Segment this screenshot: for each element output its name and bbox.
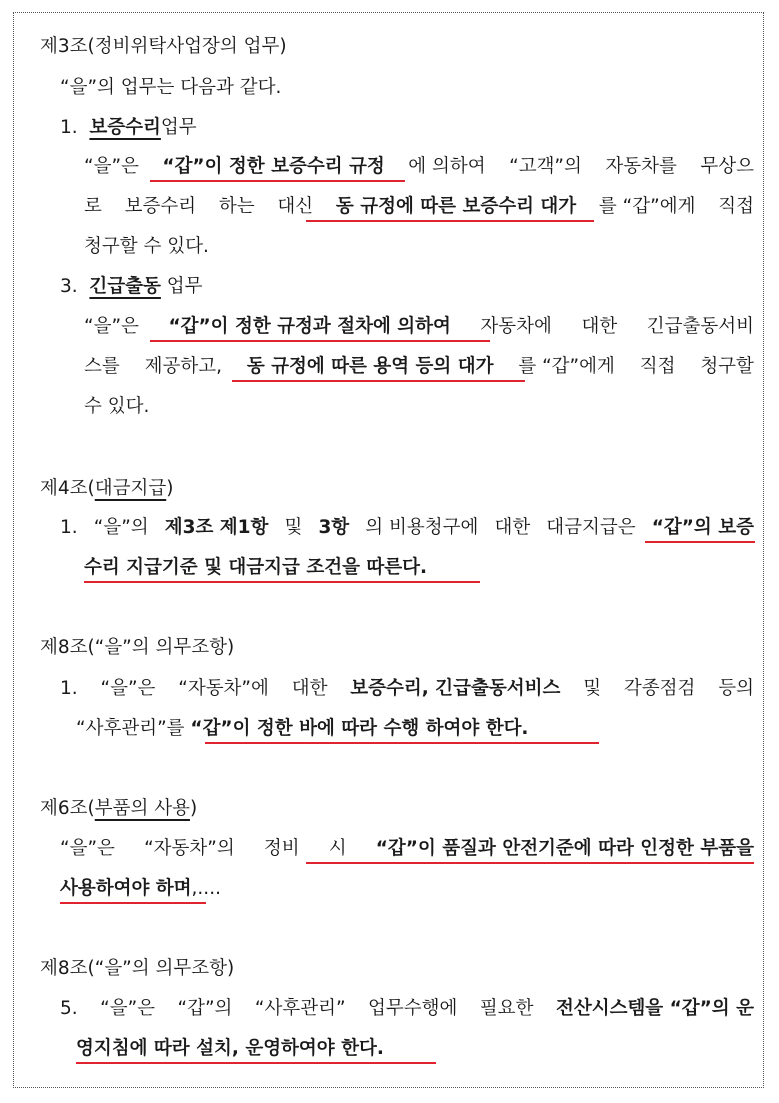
article-3-item-3-line-2 <box>84 356 754 378</box>
ellipsis-text: ,.... <box>191 878 221 899</box>
title-suffix: ) <box>189 798 198 819</box>
text-fragment: 대금지급은 <box>546 517 636 538</box>
article-3-item-3-heading <box>60 276 203 298</box>
text-fragment: “자동차”에 <box>178 678 269 699</box>
text-fragment: 자동차에 <box>480 316 552 337</box>
text-fragment: “사후관리” <box>254 998 346 1019</box>
article-8-title: 제8조(“을”의 의무조항) <box>40 637 235 658</box>
text-fragment: 에 의하여 <box>408 156 486 177</box>
text-fragment: 필요한 <box>479 998 534 1019</box>
text-fragment: “을”은 <box>60 838 115 859</box>
text-fragment: 로 <box>84 196 102 217</box>
red-underline <box>150 340 490 342</box>
text-fragment: 보증수리 <box>124 196 197 217</box>
text-fragment: 자동차를 <box>605 156 677 177</box>
text-fragment: 대신 <box>277 196 314 217</box>
item-number: 3. <box>60 276 78 297</box>
text-fragment: 1. <box>60 517 78 538</box>
text-fragment: “고객”의 <box>509 156 582 177</box>
article-8b-title: 제8조(“을”의 의무조항) <box>40 958 235 979</box>
article-4-title <box>40 478 173 500</box>
text-fragment: 제공하고, <box>144 356 222 377</box>
line-prefix: “사후관리”를 <box>76 718 191 739</box>
item-heading-rest: 업무 <box>160 117 197 138</box>
text-fragment: 를 “갑”에게 <box>598 196 696 217</box>
red-underline <box>205 742 599 744</box>
payment-term: 대금지급 <box>94 478 167 499</box>
red-underline <box>306 220 594 222</box>
article-6-line-2 <box>60 878 221 900</box>
text-fragment: 직접 <box>718 196 754 217</box>
parts-use-term: 부품의 사용 <box>94 798 190 819</box>
article-3-item-3-line-3: 수 있다. <box>84 396 150 417</box>
text-fragment: 및 <box>284 517 303 538</box>
text-fragment: “을”은 <box>84 316 139 337</box>
text-fragment: 의 비용청구에 <box>365 517 479 538</box>
text-fragment: 등의 <box>718 678 754 699</box>
obligation-phrase: 사용하여야 하며 <box>60 878 192 899</box>
text-fragment: 스를 <box>84 356 120 377</box>
text-fragment: “을”은 <box>100 998 156 1019</box>
text-fragment: “자동차”의 <box>144 838 235 859</box>
article-3-item-1-line-1 <box>84 156 754 178</box>
bold-phrase: “갑”이 정한 보증수리 규정 <box>162 156 385 177</box>
text-fragment: 정비 <box>263 838 300 859</box>
bold-phrase: “갑”의 보증 <box>651 517 754 538</box>
bold-phrase: “갑”이 정한 규정과 절차에 의하여 <box>168 316 451 337</box>
article-6-line-1 <box>60 838 754 860</box>
bold-phrase: 동 규정에 따른 용역 등의 대가 <box>246 356 494 377</box>
text-fragment: 하는 <box>218 196 255 217</box>
red-underline <box>306 862 754 864</box>
article-3-item-1-line-3: 청구할 수 있다. <box>84 236 209 257</box>
article-3-item-3-line-1 <box>84 316 754 338</box>
red-underline <box>84 581 480 583</box>
text-fragment: 를 “갑”에게 <box>518 356 615 377</box>
text-fragment: “을”은 <box>84 156 139 177</box>
text-fragment: 무상으 <box>700 156 754 177</box>
article-8-line-1 <box>60 678 754 700</box>
text-fragment: 대한 <box>494 517 531 538</box>
text-fragment: 직접 <box>639 356 676 377</box>
warranty-repair-term: 보증수리 <box>89 117 161 138</box>
article-3-title: 제3조(정비위탁사업장의 업무) <box>40 36 287 57</box>
text-fragment: “갑”의 <box>177 998 233 1019</box>
title-suffix: ) <box>166 478 174 499</box>
red-underline <box>645 541 755 543</box>
bold-phrase: 동 규정에 따른 보증수리 대가 <box>335 196 577 217</box>
article-8b-line-2: 영지침에 따라 설치, 운영하여야 한다. <box>76 1038 384 1059</box>
text-fragment: 각종점검 <box>623 678 696 699</box>
item-number: 1. <box>60 117 78 138</box>
item-heading-rest: 업무 <box>160 276 203 297</box>
bold-phrase: 전산시스템을 “갑”의 운 <box>555 998 754 1019</box>
article-8-line-2 <box>76 718 528 740</box>
text-fragment: 대한 <box>291 678 328 699</box>
article-4-line-2: 수리 지급기준 및 대금지급 조건을 따른다. <box>84 557 428 578</box>
red-underline <box>60 902 206 904</box>
title-prefix: 제4조( <box>40 478 95 499</box>
text-fragment: 청구할 <box>700 356 754 377</box>
text-fragment: 대한 <box>581 316 618 337</box>
text-fragment: 및 <box>583 678 602 699</box>
bold-phrase: 3항 <box>318 517 350 538</box>
text-fragment: “을”의 <box>93 517 149 538</box>
text-fragment: 업무수행에 <box>368 998 458 1019</box>
red-underline <box>232 380 525 382</box>
article-6-title <box>40 798 197 820</box>
article-8b-line-1 <box>60 998 754 1020</box>
text-fragment: 시 <box>328 838 347 859</box>
article-3-intro: “을”의 업무는 다음과 같다. <box>60 77 282 98</box>
red-underline <box>150 180 405 182</box>
bold-phrase: “갑”이 품질과 안전기준에 따라 인정한 부품을 <box>375 838 754 859</box>
red-underline <box>76 1062 436 1064</box>
bold-phrase: 제3조 제1항 <box>164 517 269 538</box>
article-3-item-1-line-2 <box>84 196 754 218</box>
text-fragment: 5. <box>60 998 78 1019</box>
text-fragment: 1. <box>60 678 78 699</box>
text-fragment: “을”은 <box>100 678 156 699</box>
bold-phrase: 보증수리, 긴급출동서비스 <box>350 678 561 699</box>
title-prefix: 제6조( <box>40 798 95 819</box>
article-3-item-1-heading <box>60 117 197 139</box>
emergency-dispatch-term: 긴급출동 <box>89 276 161 297</box>
article-4-line-1 <box>60 517 754 539</box>
obligation-phrase: “갑”이 정한 바에 따라 수행 하여야 한다. <box>190 718 529 739</box>
text-fragment: 긴급출동서비 <box>646 316 754 337</box>
